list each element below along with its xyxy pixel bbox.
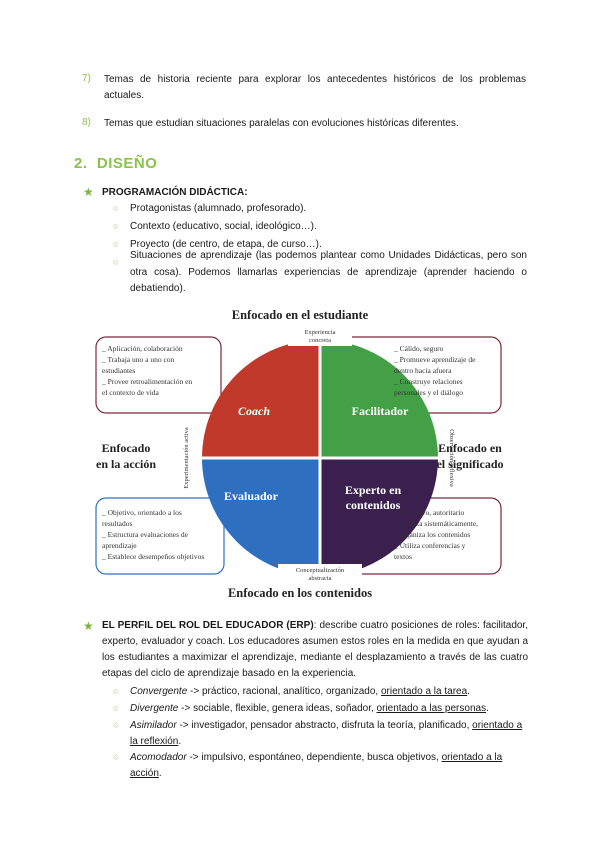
section-heading [74, 155, 157, 172]
box-bl-line: _ Establece desempeños objetivos [102, 552, 205, 561]
circle-bullet-icon: ○ [113, 257, 119, 267]
box-tl-line: _ Trabaja uno a uno con [102, 355, 175, 364]
box-tr-line: dentro hacia afuera [394, 366, 452, 375]
circle-bullet-icon: ○ [113, 239, 119, 249]
box-br-line: _ Reflexivo, autoritario [394, 508, 465, 517]
erp-item-desc: -> práctico, racional, analítico, organizado, [187, 686, 381, 697]
list-item-7: Temas de historia reciente para explorar los antecedentes históricos de los problemas actuales. [104, 74, 526, 101]
erp-item-asimilador: Asimilador -> investigador, pensador abstracto, disfruta la teoría, planificado, orientado a la reflexión. [130, 720, 523, 747]
box-br-line: y organiza los contenidos [394, 530, 471, 539]
list-number-8: 8) [82, 117, 91, 128]
box-br-line: _ Utiliza conferencias y [394, 541, 466, 550]
erp-paragraph-first [102, 618, 528, 682]
box-tr-line: _ Promueve aprendizaje de [394, 355, 476, 364]
right-title: el significado [436, 457, 504, 471]
list-number-7: 7) [82, 73, 91, 84]
programacion-item: Proyecto (de centro, de etapa, de curso…). [130, 239, 322, 250]
left-title: en la acción [96, 457, 156, 471]
erp-item-convergente: Convergente -> práctico, racional, analítico, organizado, orientado a la tarea. [130, 686, 470, 697]
box-tl-line: el contexto de vida [102, 388, 159, 397]
circle-bullet-icon: ○ [113, 686, 119, 696]
box-bl-line: aprendizaje [102, 541, 137, 550]
quadrant-label-coach: Coach [237, 404, 271, 418]
star-icon: ★ [83, 185, 94, 199]
educator-role-diagram [88, 302, 512, 602]
programacion-item: Protagonistas (alumnado, profesorado). [130, 203, 307, 214]
box-tr-line: _ Cálido, seguro [394, 344, 444, 353]
left-title: Enfocado [101, 441, 151, 455]
box-tl-line: estudiantes [102, 366, 136, 375]
erp-title: EL PERFIL DEL ROL DEL EDUCADOR (ERP) [102, 620, 314, 631]
box-br-line: textos [394, 552, 412, 561]
erp-item-focus: orientado a las personas [376, 703, 487, 714]
circle-bullet-icon: ○ [113, 703, 119, 713]
star-icon: ★ [83, 619, 94, 633]
diagram-top-title: Enfocado en el estudiante [231, 308, 369, 322]
quadrant-label-experto: Experto en [344, 483, 402, 497]
box-bl-line: resultados [102, 519, 133, 528]
box-tr-line: personales y el diálogo [394, 388, 463, 397]
box-tl-line: _ Provee retroalimentación en [102, 377, 193, 386]
erp-item-desc: -> impulsivo, espontáneo, dependiente, busca objetivos, [186, 752, 442, 763]
axis-bottom-label: abstracta [308, 575, 332, 582]
erp-item-desc: -> sociable, flexible, genera ideas, soñador, [178, 703, 377, 714]
box-bl-line: _ Objetivo, orientado a los [102, 508, 182, 517]
erp-item-divergente: Divergente -> sociable, flexible, genera ideas, soñador, orientado a las personas. [130, 703, 489, 714]
section-number: 2. [74, 155, 88, 172]
section-title: DISEÑO [96, 155, 158, 172]
erp-text: : describe cuatro posiciones de roles: facilitador, experto, evaluador y coach. Los educadores asumen estos roles en la medida en que ayudan a los estudiantes a maximizar el aprendizaje, mediante el desplazamiento a través de las cuatro etapas del ciclo de aprendizaje basado en la experiencia. [102, 620, 528, 679]
box-tl-line: _ Aplicación, colaboración [102, 344, 183, 353]
quadrant-label-facilitador: Facilitador [351, 404, 409, 418]
axis-top-label: concreta [308, 337, 332, 344]
programacion-item: Contexto (educativo, social, ideológico…). [130, 221, 317, 232]
erp-item-focus: orientado a la reflexión [130, 720, 523, 747]
list-item-8: Temas que estudian situaciones paralelas con evoluciones históricas diferentes. [104, 118, 459, 129]
axis-top-label: Experiencia [304, 329, 336, 336]
box-bl-line: _ Estructura evaluaciones de [102, 530, 189, 539]
box-br-line: _ Analiza sistemáticamente, [394, 519, 478, 528]
diagram-bottom-title: Enfocado en los contenidos [227, 586, 373, 600]
erp-item-term: Asimilador [130, 720, 177, 731]
quadrant-label-experto: contenidos [345, 498, 401, 512]
circle-bullet-icon: ○ [113, 752, 119, 762]
programacion-title: PROGRAMACIÓN DIDÁCTICA: [102, 187, 248, 198]
box-tr-line: _ Construye relaciones [394, 377, 463, 386]
axis-right-label: Observación reflexiva [448, 429, 455, 487]
circle-bullet-icon: ○ [113, 203, 119, 213]
circle-bullet-icon: ○ [113, 221, 119, 231]
right-title: Enfocado en [438, 441, 502, 455]
programacion-item: Situaciones de aprendizaje (las podemos plantear como Unidades Didácticas, pero son otra cosa). Podemos llamarlas experiencias de aprendizaje (aprender haciendo o debatiendo). [130, 250, 527, 294]
erp-item-desc: -> investigador, pensador abstracto, disfruta la teoría, planificado, [176, 720, 473, 731]
erp-item-term: Divergente [130, 703, 179, 714]
erp-item-term: Convergente [130, 686, 188, 697]
circle-bullet-icon: ○ [113, 720, 119, 730]
erp-item-focus: orientado a la tarea [380, 686, 468, 697]
axis-left-label: Experimentación activa [183, 427, 190, 489]
quadrant-label-evaluador: Evaluador [223, 489, 279, 503]
axis-bottom-label: Conceptualización [295, 567, 345, 574]
erp-item-term: Acomodador [130, 752, 187, 763]
erp-item-focus: orientado a la acción [130, 752, 503, 779]
erp-item-acomodador: Acomodador -> impulsivo, espontáneo, dependiente, busca objetivos, orientado a la acción. [130, 752, 503, 779]
